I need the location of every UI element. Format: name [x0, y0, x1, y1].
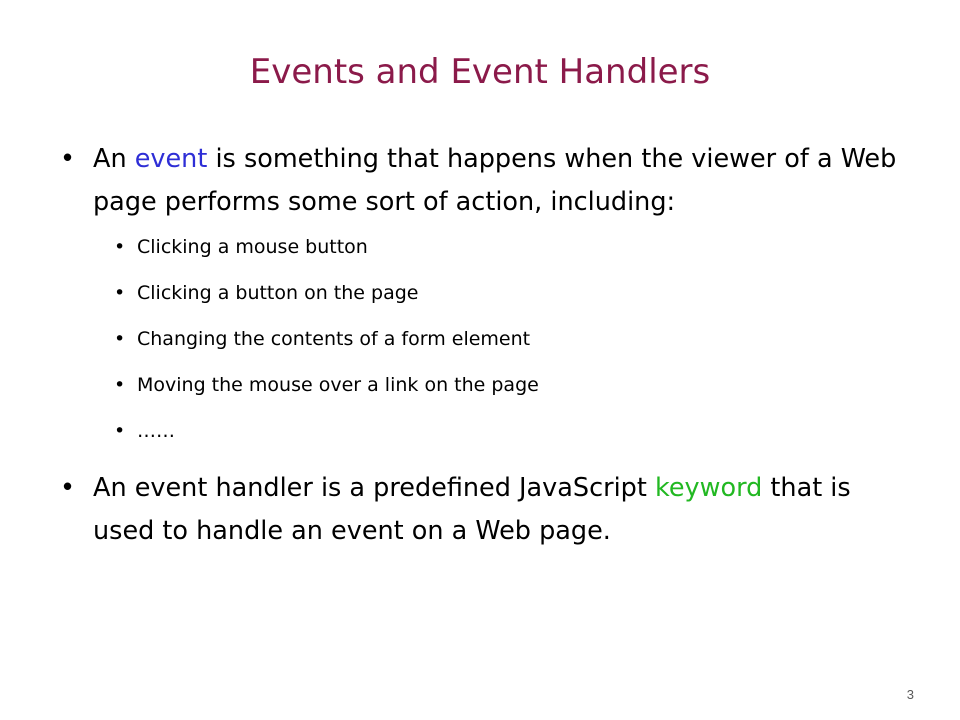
sub-bullet-marker: • [114, 420, 126, 442]
slide-body [60, 138, 910, 553]
sub-bullet-clicking-mouse-button [60, 233, 910, 261]
slide-title: Events and Event Handlers [249, 52, 711, 92]
page-number: 3 [906, 687, 914, 702]
bullet-text-before: An [93, 144, 135, 174]
sub-bullet-text: …… [137, 420, 175, 442]
highlight-keyword: keyword [654, 473, 763, 503]
sub-bullet-marker: • [114, 328, 126, 350]
sub-bullet-marker: • [114, 374, 126, 396]
sub-bullet-ellipsis [60, 417, 910, 445]
bullet-text-after: that is used to handle an event on a Web page. [93, 473, 851, 546]
sub-bullet-marker: • [114, 236, 126, 258]
bullet-marker: • [60, 473, 76, 503]
sub-bullet-text: Clicking a button on the page [137, 282, 419, 304]
bullet-event-definition [60, 138, 910, 224]
sub-bullet-text: Changing the contents of a form element [137, 328, 531, 350]
sub-bullet-changing-form [60, 325, 910, 353]
bullet-text-before: An event handler is a predefined JavaScript [93, 473, 655, 503]
sub-bullet-clicking-button [60, 279, 910, 307]
sub-bullet-moving-mouse [60, 371, 910, 399]
bullet-event-handler-definition [60, 467, 910, 553]
sub-bullet-text: Moving the mouse over a link on the page [137, 374, 539, 396]
bullet-text-after: is something that happens when the viewer of a Web page performs some sort of action, including: [93, 144, 897, 217]
sub-bullet-marker: • [114, 282, 126, 304]
sub-bullet-text: Clicking a mouse button [137, 236, 368, 258]
bullet-marker: • [60, 144, 76, 174]
highlight-event: event [134, 144, 208, 174]
